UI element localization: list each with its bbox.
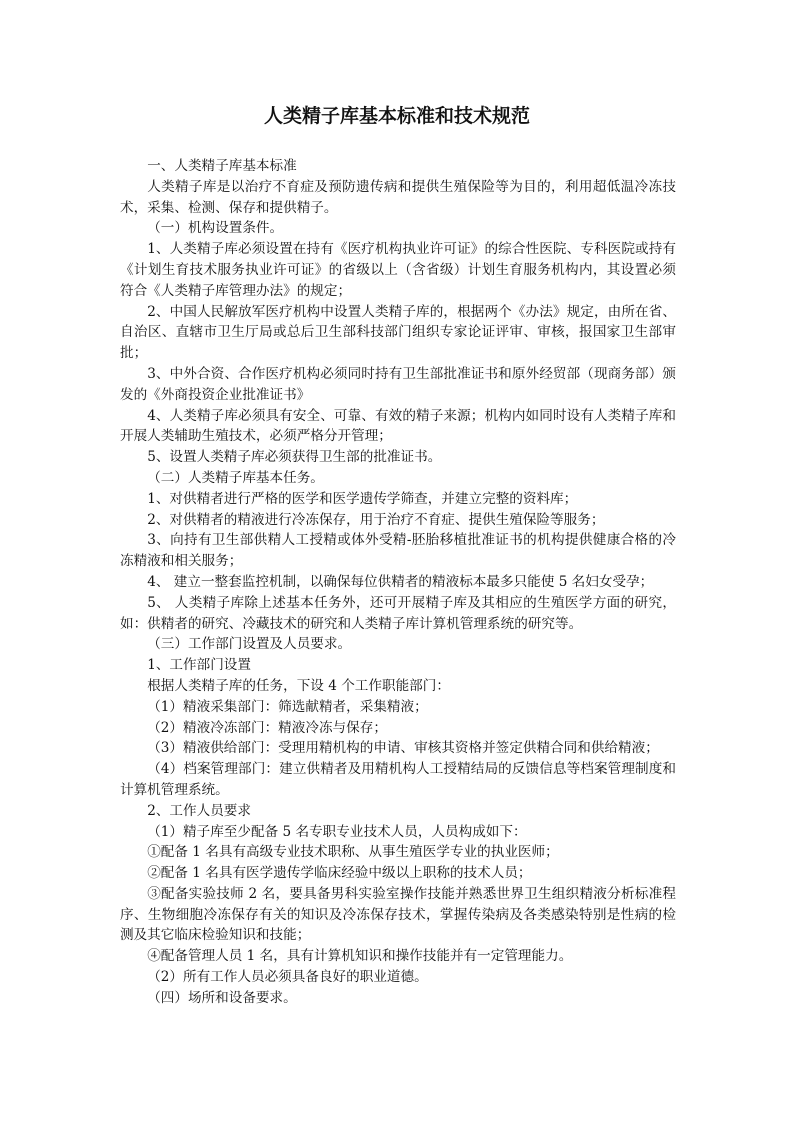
paragraph: 2、工作人员要求 [147, 802, 251, 819]
paragraph: ③配备实验技师 2 名，要具备男科实验室操作技能并熟悉世界卫生组织精液分析标准程序、生物细胞冷冻保存有关的知识及冷冻保存技术，掌握传染病及各类感染特别是性病的检测及其它临床检验知识和技能； [120, 885, 676, 944]
paragraph: 3、向持有卫生部供精人工授精或体外受精-胚胎移植批准证书的机构提供健康合格的冷冻精液和相关服务； [120, 532, 676, 570]
paragraph: 1、工作部门设置 [147, 657, 251, 674]
subsection-heading: （二）人类精子库基本任务。 [147, 469, 324, 486]
paragraph: 1、人类精子库必须设置在持有《医疗机构执业许可证》的综合性医院、专科医院或持有《计划生育技术服务执业许可证》的省级以上（含省级）计划生育服务机构内，其设置必须符合《人类精子库管理办法》的规定； [120, 241, 676, 299]
paragraph: （1）精液采集部门：筛选献精者，采集精液； [147, 698, 428, 715]
paragraph: （1）精子库至少配备 5 名专职专业技术人员，人员构成如下： [147, 823, 527, 840]
paragraph: 2、中国人民解放军医疗机构中设置人类精子库的，根据两个《办法》规定，由所在省、自治区、直辖市卫生厅局或总后卫生部科技部门组织专家论证评审、审核，报国家卫生部审批； [120, 303, 676, 362]
subsection-heading: （三）工作部门设置及人员要求。 [147, 636, 352, 653]
subsection-heading: （四）场所和设备要求。 [147, 989, 297, 1006]
section-heading: 一、人类精子库基本标准 [147, 158, 297, 174]
paragraph: 根据人类精子库的任务，下设 4 个工作职能部门： [147, 677, 450, 694]
paragraph: （3）精液供给部门：受理用精机构的申请、审核其资格并签定供精合同和供给精液； [147, 740, 659, 757]
paragraph: （2）所有工作人员必须具备良好的职业道德。 [147, 969, 428, 986]
paragraph: 3、中外合资、合作医疗机构必须同时持有卫生部批准证书和原外经贸部（现商务部）颁发的《外商投资企业批准证书》 [120, 365, 676, 403]
paragraph: 人类精子库是以治疗不育症及预防遗传病和提供生殖保险等为目的，利用超低温冷冻技术，采集、检测、保存和提供精子。 [120, 178, 676, 216]
paragraph: 4、人类精子库必须具有安全、可靠、有效的精子来源；机构内如同时设有人类精子库和开展人类辅助生殖技术，必须严格分开管理； [120, 407, 676, 445]
document-body [120, 156, 676, 1009]
paragraph: ①配备 1 名具有高级专业技术职称、从事生殖医学专业的执业医师； [147, 844, 559, 861]
document-title: 人类精子库基本标准和技术规范 [263, 105, 530, 127]
paragraph: ④配备管理人员 1 名，具有计算机知识和操作技能并有一定管理能力。 [147, 948, 573, 965]
paragraph: 2、对供精者的精液进行冷冻保存，用于治疗不育症、提供生殖保险等服务； [147, 511, 605, 528]
paragraph: 4、 建立一整套监控机制，以确保每位供精者的精液标本最多只能使 5 名妇女受孕； [147, 573, 654, 590]
paragraph: （2）精液冷冻部门：精液冷冻与保存； [147, 719, 387, 736]
paragraph: 5、 人类精子库除上述基本任务外，还可开展精子库及其相应的生殖医学方面的研究，如：供精者的研究、冷藏技术的研究和人类精子库计算机管理系统的研究等。 [120, 594, 676, 632]
paragraph: ②配备 1 名具有医学遗传学临床经验中级以上职称的技术人员； [147, 865, 532, 882]
paragraph: 5、设置人类精子库必须获得卫生部的批准证书。 [147, 449, 442, 466]
paragraph: （4）档案管理部门：建立供精者及用精机构人工授精结局的反馈信息等档案管理制度和计算机管理系统。 [120, 761, 676, 798]
paragraph: 1、对供精者进行严格的医学和医学遗传学筛查，并建立完整的资料库； [147, 490, 578, 507]
subsection-heading: （一）机构设置条件。 [147, 220, 284, 237]
